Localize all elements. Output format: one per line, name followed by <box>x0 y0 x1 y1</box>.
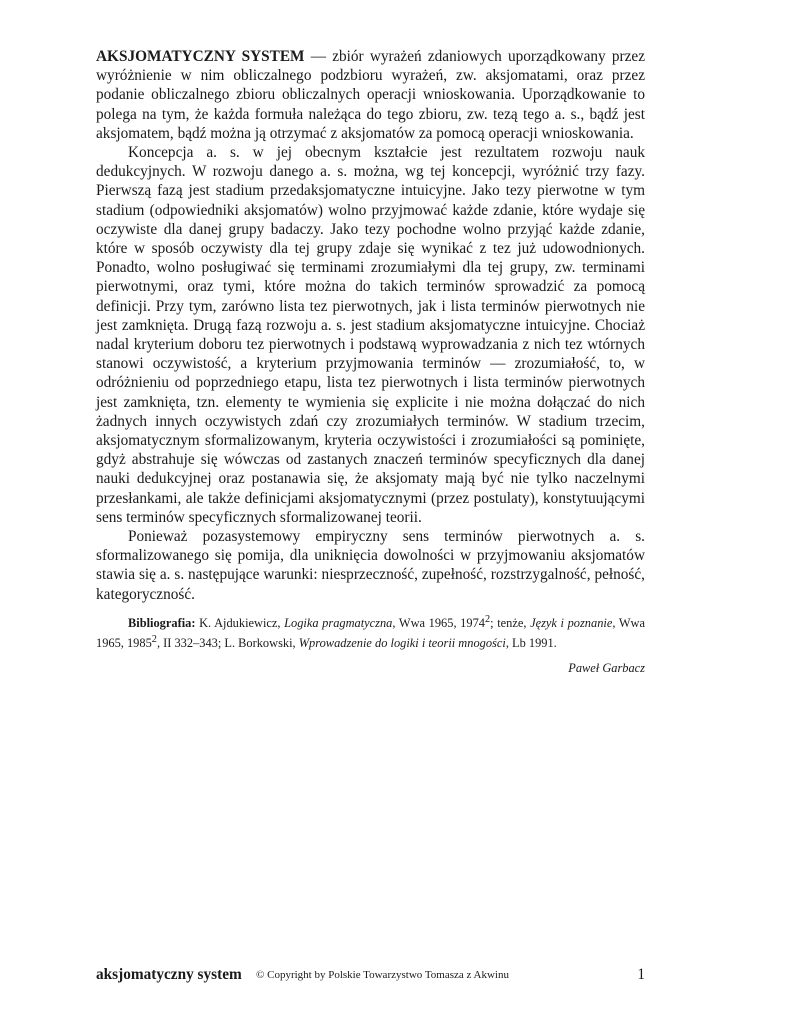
bib-text-2: , Wwa 1965, 1974 <box>392 616 485 631</box>
bibliography <box>96 612 645 651</box>
paragraph-3: Ponieważ pozasystemowy empiryczny sens terminów pierwotnych a. s. sformalizowanego się pomija, dla uniknięcia dowolności w przyjmowaniu aksjomatów stawia się a. s. następujące warunki: niesprzeczność, zupełność, rozstrzygalność, pełność, kategoryczność. <box>96 528 645 603</box>
bib-text-1: K. Ajdukiewicz, <box>195 616 285 631</box>
bib-title-1: Logika pragmatyczna <box>284 616 393 631</box>
paragraph-definition <box>96 47 645 143</box>
headword: AKSJOMATYCZNY SYSTEM <box>96 48 305 65</box>
bib-text-6: , Lb 1991. <box>505 635 557 650</box>
bib-text-3: ; tenże, <box>490 616 531 631</box>
footer-copyright: © Copyright by Polskie Towarzystwo Tomasza z Akwinu <box>256 969 509 981</box>
bib-title-2: Język i poznanie <box>530 616 613 631</box>
paragraph-1-text: — zbiór wyrażeń zdaniowych uporządkowany przez wyróżnienie w nim obliczalnego podzbioru wyrażeń, zw. aksjomatami, oraz przez podanie obliczalnego zbioru obliczalnych operacji wnioskowania. Uporządkowanie to polega na tym, że każda formuła należąca do tego zbioru, zw. tezą tego a. s., bądź jest aksjomatem, bądź można ją otrzymać z aksjomatów za pomocą operacji wnioskowania. <box>96 48 645 142</box>
bibliography-label: Bibliografia: <box>128 616 196 631</box>
bib-text-4: , Wwa 1965, 1985 <box>96 616 645 650</box>
article-body <box>96 47 645 679</box>
page-footer <box>96 966 645 986</box>
bib-title-3: Wprowadzenie do logiki i teorii mnogości <box>298 635 506 650</box>
bib-text-5: , II 332–343; L. Borkowski, <box>156 635 299 650</box>
bib-sup-2: 2 <box>151 633 157 645</box>
paragraph-2: Koncepcja a. s. w jej obecnym kształcie jest rezultatem rozwoju nauk dedukcyjnych. W rozwoju danego a. s. można, wg tej koncepcji, wyróżnić trzy fazy. Pierwszą fazą jest stadium przedaksjomatyczne intuicyjne. Jako tezy pierwotne w tym stadium (odpowiedniki aksjomatów) wolno przyjmować każde zdanie, które wydaje się oczywiste dla danej grupy badaczy. Jako tezy pochodne wolno przyjąć każde zdanie, które w sposób oczywisty dla tej grupy zdaje się wynikać z tez już udowodnionych. Ponadto, wolno posługiwać się terminami zrozumiałymi dla tej grupy, zw. terminami pierwotnymi, oraz tymi, które można do takich terminów sprowadzić za pomocą definicji. Przy tym, zarówno lista tez pierwotnych, jak i lista terminów pierwotnych nie jest zamknięta. Drugą fazą rozwoju a. s. jest stadium aksjomatyczne intuicyjne. Chociaż nadal kryterium doboru tez pierwotnych i podstawą wyprowadzania z nich tez wtórnych stanowi oczywistość, a kryterium przyjmowania terminów — zrozumiałość, to, w odróżnieniu od poprzedniego etapu, lista tez pierwotnych i lista terminów pierwotnych jest zamknięta, tzn. elementy te wymienia się explicite i nie można dołączać do nich żadnych innych oczywistych zdań czy zrozumiałych terminów. W stadium trzecim, aksjomatycznym sformalizowanym, kryteria oczywistości i zrozumiałości są pominięte, gdyż abstrahuje się wówczas od zastanych znaczeń terminów specyficznych dla danej nauki dedukcyjnej oraz postanawia się, że aksjomaty mają być nie tylko naczelnymi przesłankami, ale także definicjami aksjomatycznymi (przez postulaty), konstytuującymi sens terminów specyficznych sformalizowanej teorii. <box>96 144 645 526</box>
author-signature: Paweł Garbacz <box>568 661 645 676</box>
page-number: 1 <box>637 966 645 983</box>
bib-sup-1: 2 <box>484 613 491 625</box>
footer-title: aksjomatyczny system <box>96 966 242 983</box>
